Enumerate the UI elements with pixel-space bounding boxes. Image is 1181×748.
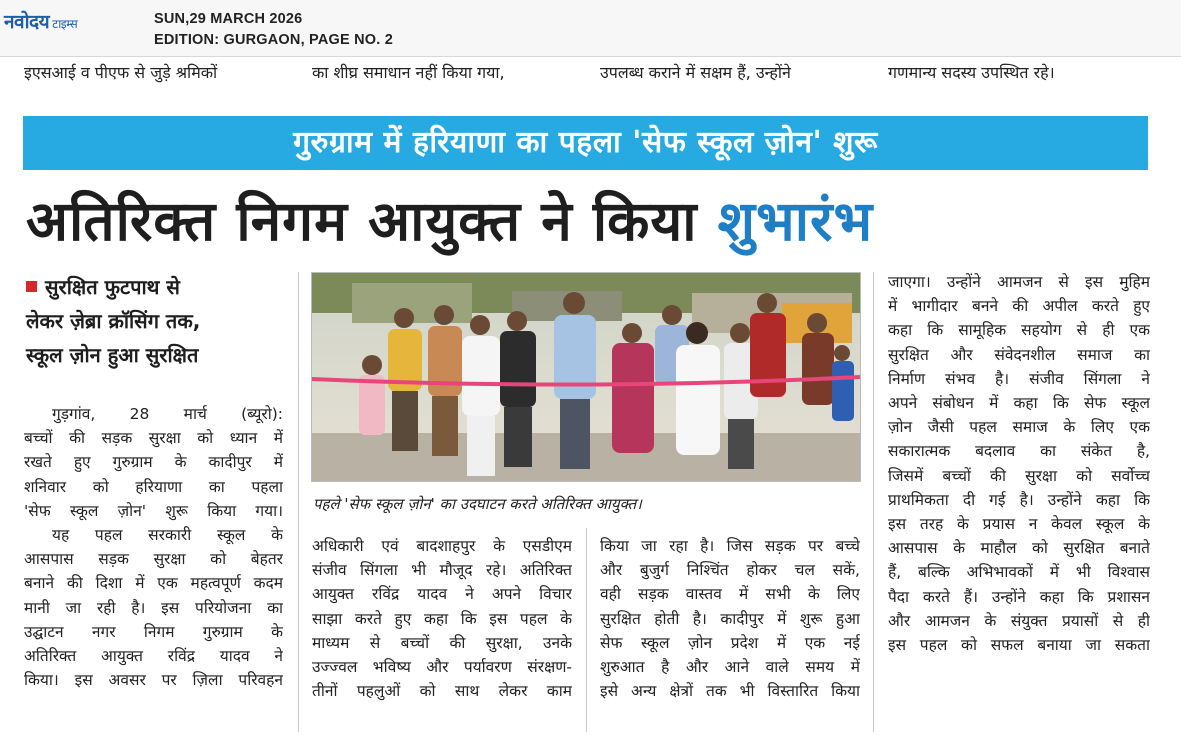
body-column-4 bbox=[888, 270, 1150, 657]
body-column-1 bbox=[24, 402, 283, 692]
col2-line: तीनों पहलुओं को साथ लेकर काम bbox=[312, 682, 572, 701]
col4-line: हैं, बल्कि अभिभावकों में भी विश्वास bbox=[888, 563, 1150, 582]
col3-line: वही सड़क वास्तव में सभी के लिए bbox=[600, 585, 860, 604]
col3-line: सुरक्षित होती है। कादीपुर में शुरू हुआ bbox=[600, 609, 860, 628]
col2-line: माध्यम से बच्चों की सुरक्षा, उनके bbox=[312, 633, 572, 652]
subhead-line-3: स्कूल ज़ोन हुआ सुरक्षित bbox=[26, 343, 199, 367]
body-column-2 bbox=[312, 534, 572, 703]
logo-sub-text: टाइम्स bbox=[52, 17, 78, 31]
column-divider-1 bbox=[298, 272, 299, 732]
subhead-line-2: लेकर ज़ेब्रा क्रॉसिंग तक, bbox=[26, 309, 201, 333]
col1-line: शनिवार को हरियाणा का पहला bbox=[24, 477, 283, 496]
col3-line: सेफ स्कूल ज़ोन प्रदेश में एक नई bbox=[600, 633, 860, 652]
photo-caption: पहले 'सेफ स्कूल ज़ोन' का उदघाटन करते अतिरिक्त आयुक्त। bbox=[313, 495, 642, 513]
col3-line: और बुजुर्ग निश्चिंत होकर चल सकें, bbox=[600, 561, 860, 580]
col1-line: मानी जा रही है। इस परियोजना का bbox=[24, 598, 283, 617]
col2-line: अधिकारी एवं बादशाहपुर के एसडीएम bbox=[312, 537, 572, 555]
headline-main: अतिरिक्त निगम आयुक्त ने किया bbox=[26, 189, 718, 253]
ribbon-cutting-photo-icon bbox=[312, 273, 860, 481]
newspaper-logo[interactable] bbox=[4, 8, 77, 34]
column-divider-3 bbox=[586, 528, 587, 732]
kicker-banner: गुरुग्राम में हरियाणा का पहला 'सेफ स्कूल ज़ोन' शुरू bbox=[23, 116, 1148, 170]
col4-line: प्राथमिकता दी गई है। उन्होंने कहा कि bbox=[888, 490, 1150, 509]
top-fragment-1: इएसआई व पीएफ से जुड़े श्रमिकों bbox=[24, 63, 218, 82]
col2-line: संजीव सिंगला भी मौजूद रहे। अतिरिक्त bbox=[312, 561, 572, 580]
col1-line: बच्चों की सड़क सुरक्षा को ध्यान में bbox=[24, 429, 283, 448]
edition-date: SUN,29 MARCH 2026 bbox=[154, 11, 303, 27]
red-bullet-icon bbox=[26, 281, 37, 292]
col4-line: ज़ोन जैसी पहल समाज के लिए एक bbox=[888, 418, 1150, 437]
col1-line: यह पहल सरकारी स्कूल के bbox=[52, 526, 283, 545]
logo-main-text: नवोदय bbox=[4, 11, 50, 33]
col4-line: जाएगा। उन्होंने आमजन से इस मुहिम bbox=[888, 273, 1150, 291]
col4-line: इस तरह के प्रयास न केवल स्कूल के bbox=[888, 515, 1150, 534]
edition-header-bar bbox=[0, 0, 1181, 57]
subhead bbox=[26, 270, 296, 372]
headline-accent: शुभारंभ bbox=[717, 189, 874, 253]
col1-line: 'सेफ स्कूल ज़ोन' शुरू किया गया। bbox=[24, 501, 283, 520]
col4-line: सकारात्मक बदलाव का संकेत है, bbox=[888, 442, 1150, 461]
col4-line: पैदा करते हैं। उन्होंने कहा कि प्रशासन bbox=[888, 587, 1150, 606]
edition-page: EDITION: GURGAON, PAGE NO. 2 bbox=[154, 32, 393, 48]
col2-line: साझा करते हुए कहा कि इस पहल के bbox=[312, 609, 572, 628]
col1-line: बनाने की दिशा में एक महत्वपूर्ण कदम bbox=[24, 574, 283, 593]
subhead-line-1: सुरक्षित फुटपाथ से bbox=[26, 270, 296, 304]
col4-line: इस पहल को सफल बनाया जा सकता bbox=[888, 636, 1150, 655]
col4-line: आसपास के माहौल को सुरक्षित बनाते bbox=[888, 539, 1150, 558]
col4-line: कहा कि सामूहिक सहयोग से ही एक bbox=[888, 321, 1150, 340]
col1-line: रखते हुए गुरुग्राम के कादीपुर में bbox=[24, 453, 283, 472]
col4-line: निर्माण संभव है। संजीव सिंगला ने bbox=[888, 369, 1150, 388]
column-divider-2 bbox=[873, 272, 874, 732]
col4-line: और आमजन के संयुक्त प्रयासों से ही bbox=[888, 611, 1150, 630]
col4-line: जिसमें बच्चों की सुरक्षा को सर्वोच्च bbox=[888, 466, 1150, 485]
top-fragment-4: गणमान्य सदस्य उपस्थित रहे। bbox=[888, 63, 1055, 82]
col1-line: किया। इस अवसर पर ज़िला परिवहन bbox=[24, 671, 283, 690]
col2-line: आयुक्त रविंद्र यादव ने अपने विचार bbox=[312, 585, 572, 604]
col3-line: इसे अन्य क्षेत्रों तक भी विस्तारित किया bbox=[600, 682, 860, 701]
article-photo[interactable] bbox=[311, 272, 861, 482]
col2-line: उज्ज्वल भविष्य और पर्यावरण संरक्षण- bbox=[312, 658, 572, 677]
top-fragment-3: उपलब्ध कराने में सक्षम हैं, उन्होंने bbox=[600, 63, 791, 82]
edition-meta bbox=[154, 9, 393, 51]
col1-line: उद्घाटन नगर निगम गुरुग्राम के bbox=[24, 622, 283, 641]
col4-line: सुरक्षित और संवेदनशील समाज का bbox=[888, 345, 1150, 364]
col4-line: में भागीदार बनने की अपील करते हुए bbox=[888, 297, 1150, 316]
col3-line: शुरुआत है और आने वाले समय में bbox=[600, 658, 860, 677]
col3-line: किया जा रहा है। जिस सड़क पर बच्चे bbox=[600, 537, 860, 555]
col1-line: आसपास सड़क सुरक्षा को बेहतर bbox=[24, 550, 283, 569]
top-fragment-2: का शीघ्र समाधान नहीं किया गया, bbox=[312, 63, 505, 82]
col1-line: गुड़गांव, 28 मार्च (ब्यूरो): bbox=[52, 405, 283, 423]
col4-line: अपने संबोधन में कहा कि सेफ स्कूल bbox=[888, 394, 1150, 413]
col1-line: अतिरिक्त आयुक्त रविंद्र यादव ने bbox=[24, 647, 283, 666]
body-column-3 bbox=[600, 534, 860, 703]
main-headline bbox=[26, 182, 1156, 260]
